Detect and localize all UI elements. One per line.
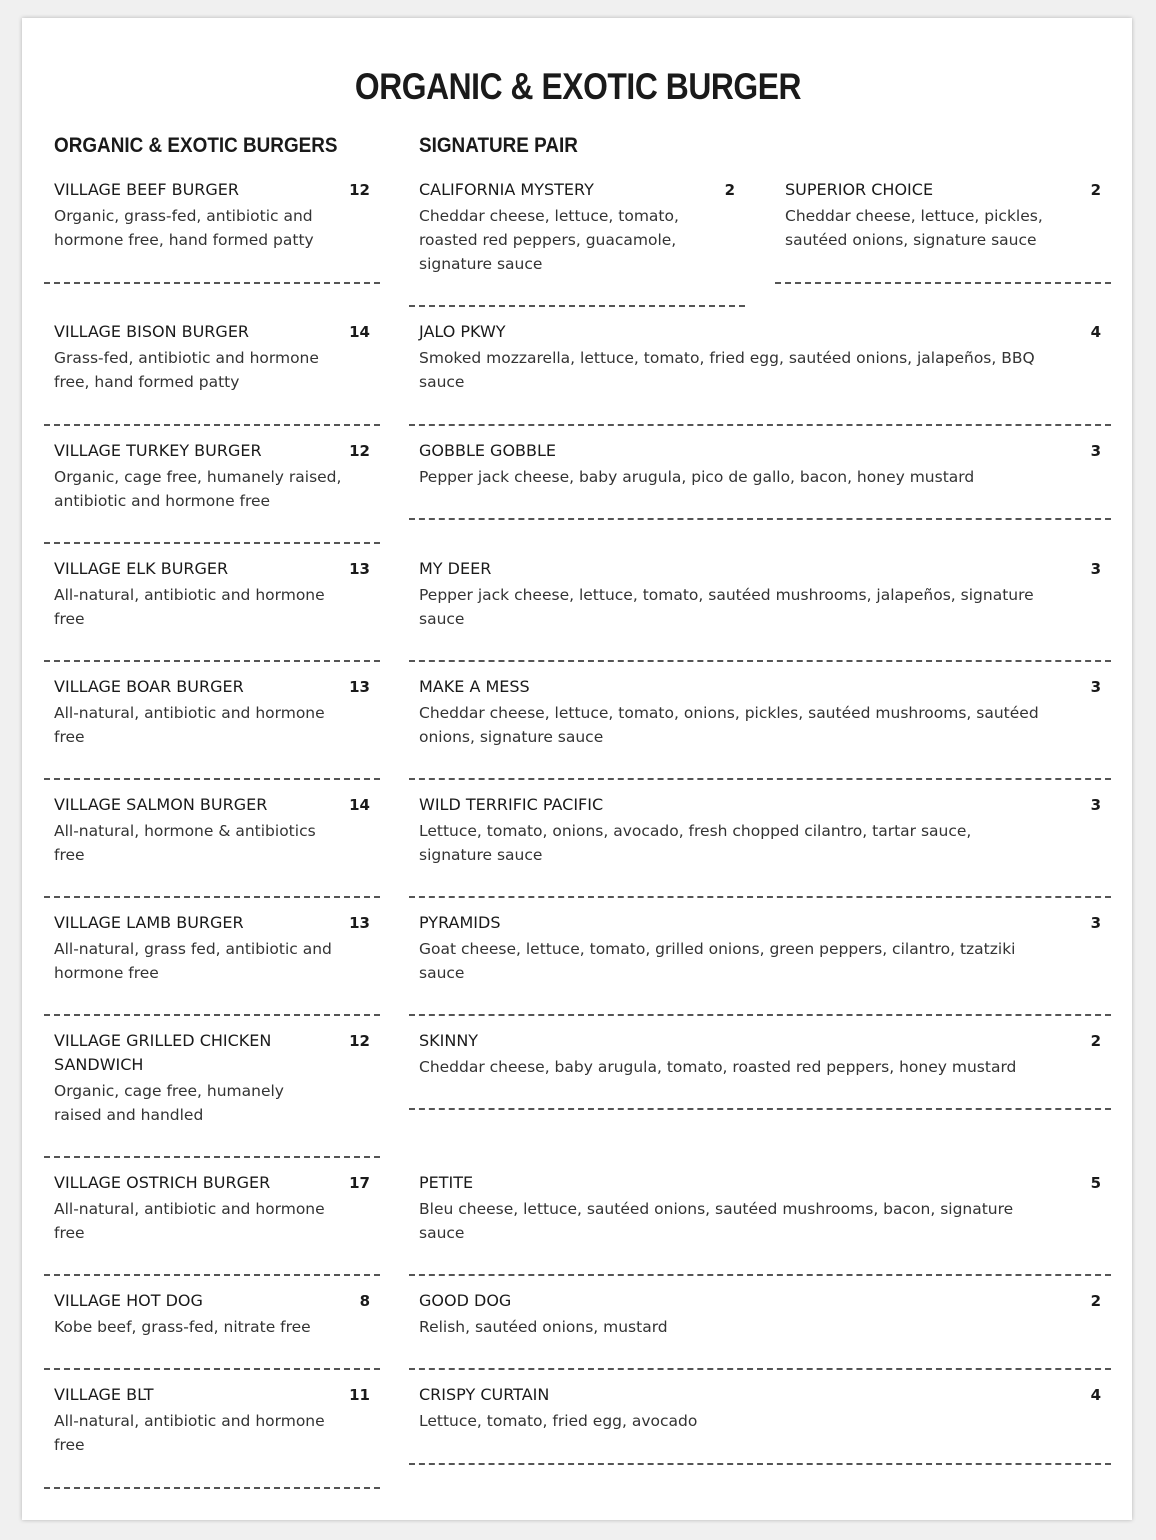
item-name: CALIFORNIA MYSTERY: [419, 180, 594, 199]
item-name: VILLAGE HOT DOG: [54, 1291, 203, 1310]
menu-item: [409, 1383, 1111, 1465]
item-price: 17: [349, 1174, 370, 1192]
menu-item: [44, 557, 380, 662]
item-name: VILLAGE GRILLED CHICKEN SANDWICH: [54, 1031, 272, 1074]
item-name: PYRAMIDS: [419, 913, 501, 932]
menu-item: [409, 675, 1111, 780]
item-description: Kobe beef, grass-fed, nitrate free: [54, 1318, 311, 1336]
item-description: All-natural, antibiotic and hormone free: [54, 704, 325, 746]
menu-item: [409, 1171, 1111, 1276]
item-description: Grass-fed, antibiotic and hormone free, hand formed patty: [54, 349, 319, 391]
item-description: Cheddar cheese, lettuce, tomato, roasted red peppers, guacamole, signature sauce: [419, 207, 679, 273]
item-description: All-natural, antibiotic and hormone free: [54, 1412, 325, 1454]
item-price: 4: [1090, 1386, 1101, 1404]
menu-item: [44, 911, 380, 1016]
item-price: 12: [349, 181, 370, 199]
item-name: VILLAGE TURKEY BURGER: [54, 441, 262, 460]
item-price: 8: [359, 1292, 370, 1310]
item-description: Pepper jack cheese, lettuce, tomato, sautéed mushrooms, jalapeños, signature sauce: [419, 586, 1034, 628]
item-description: Organic, grass-fed, antibiotic and hormone free, hand formed patty: [54, 207, 314, 249]
item-price: 12: [349, 442, 370, 460]
item-name: SKINNY: [419, 1031, 479, 1050]
section-heading-signature-pair: SIGNATURE PAIR: [419, 134, 578, 157]
item-price: 13: [349, 678, 370, 696]
item-name: CRISPY CURTAIN: [419, 1385, 550, 1404]
menu-item: [409, 911, 1111, 1016]
menu-item: [409, 557, 1111, 662]
item-description: Relish, sautéed onions, mustard: [419, 1318, 668, 1336]
item-name: GOOD DOG: [419, 1291, 512, 1310]
item-name: GOBBLE GOBBLE: [419, 441, 557, 460]
menu-item: [44, 1289, 380, 1370]
item-description: All-natural, grass fed, antibiotic and hormone free: [54, 940, 332, 982]
item-name: VILLAGE SALMON BURGER: [54, 795, 268, 814]
item-price: 14: [349, 323, 370, 341]
menu-item: [775, 178, 1111, 284]
menu-item: [409, 793, 1111, 898]
item-price: 14: [349, 796, 370, 814]
item-name: VILLAGE LAMB BURGER: [54, 913, 244, 932]
menu-item: [409, 439, 1111, 520]
item-description: Cheddar cheese, baby arugula, tomato, roasted red peppers, honey mustard: [419, 1058, 1017, 1076]
item-description: Organic, cage free, humanely raised, antibiotic and hormone free: [54, 468, 342, 510]
item-description: Pepper jack cheese, baby arugula, pico de gallo, bacon, honey mustard: [419, 468, 975, 486]
item-price: 3: [1090, 796, 1101, 814]
item-description: Cheddar cheese, lettuce, pickles, sautéed onions, signature sauce: [785, 207, 1043, 249]
menu-item: [44, 320, 380, 426]
item-price: 2: [724, 181, 735, 199]
item-price: 3: [1090, 678, 1101, 696]
menu-item: [409, 1029, 1111, 1110]
item-price: 3: [1090, 914, 1101, 932]
item-description: Lettuce, tomato, fried egg, avocado: [419, 1412, 698, 1430]
item-name: VILLAGE ELK BURGER: [54, 559, 229, 578]
menu-item: [44, 793, 380, 898]
item-name: JALO PKWY: [419, 322, 506, 341]
item-description: All-natural, hormone & antibiotics free: [54, 822, 316, 864]
item-name: PETITE: [419, 1173, 474, 1192]
item-description: Cheddar cheese, lettuce, tomato, onions, pickles, sautéed mushrooms, sautéed onions, signature sauce: [419, 704, 1039, 746]
menu-item: [409, 178, 745, 307]
item-name: MAKE A MESS: [419, 677, 530, 696]
item-name: MY DEER: [419, 559, 492, 578]
section-heading-burgers: ORGANIC & EXOTIC BURGERS: [54, 134, 338, 157]
item-name: VILLAGE BEEF BURGER: [54, 180, 240, 199]
item-description: Bleu cheese, lettuce, sautéed onions, sautéed mushrooms, bacon, signature sauce: [419, 1200, 1014, 1242]
item-description: All-natural, antibiotic and hormone free: [54, 586, 325, 628]
item-description: Smoked mozzarella, lettuce, tomato, fried egg, sautéed onions, jalapeños, BBQ sauce: [419, 349, 1035, 391]
item-price: 4: [1090, 323, 1101, 341]
item-price: 3: [1090, 442, 1101, 460]
menu-item: [44, 1029, 380, 1158]
item-name: WILD TERRIFIC PACIFIC: [419, 795, 604, 814]
item-description: Lettuce, tomato, onions, avocado, fresh chopped cilantro, tartar sauce, signature sauce: [419, 822, 972, 864]
item-price: 2: [1090, 1292, 1101, 1310]
item-description: Organic, cage free, humanely raised and handled: [54, 1082, 284, 1124]
item-description: All-natural, antibiotic and hormone free: [54, 1200, 325, 1242]
menu-item: [409, 320, 1111, 426]
menu-item: [44, 1171, 380, 1276]
item-price: 13: [349, 914, 370, 932]
item-name: VILLAGE BISON BURGER: [54, 322, 250, 341]
item-name: SUPERIOR CHOICE: [785, 180, 934, 199]
page-title: ORGANIC & EXOTIC BURGER: [354, 66, 802, 107]
item-price: 12: [349, 1032, 370, 1050]
item-name: VILLAGE BLT: [54, 1385, 154, 1404]
item-price: 3: [1090, 560, 1101, 578]
item-price: 2: [1090, 1032, 1101, 1050]
menu-item: [44, 439, 380, 544]
item-price: 13: [349, 560, 370, 578]
item-price: 5: [1090, 1174, 1101, 1192]
item-description: Goat cheese, lettuce, tomato, grilled onions, green peppers, cilantro, tzatziki sauce: [419, 940, 1016, 982]
menu-item: [44, 675, 380, 780]
item-price: 11: [349, 1386, 370, 1404]
menu-item: [44, 178, 380, 284]
menu-item: [409, 1289, 1111, 1370]
item-name: VILLAGE BOAR BURGER: [54, 677, 244, 696]
item-price: 2: [1090, 181, 1101, 199]
menu-item: [44, 1383, 380, 1489]
item-name: VILLAGE OSTRICH BURGER: [54, 1173, 271, 1192]
